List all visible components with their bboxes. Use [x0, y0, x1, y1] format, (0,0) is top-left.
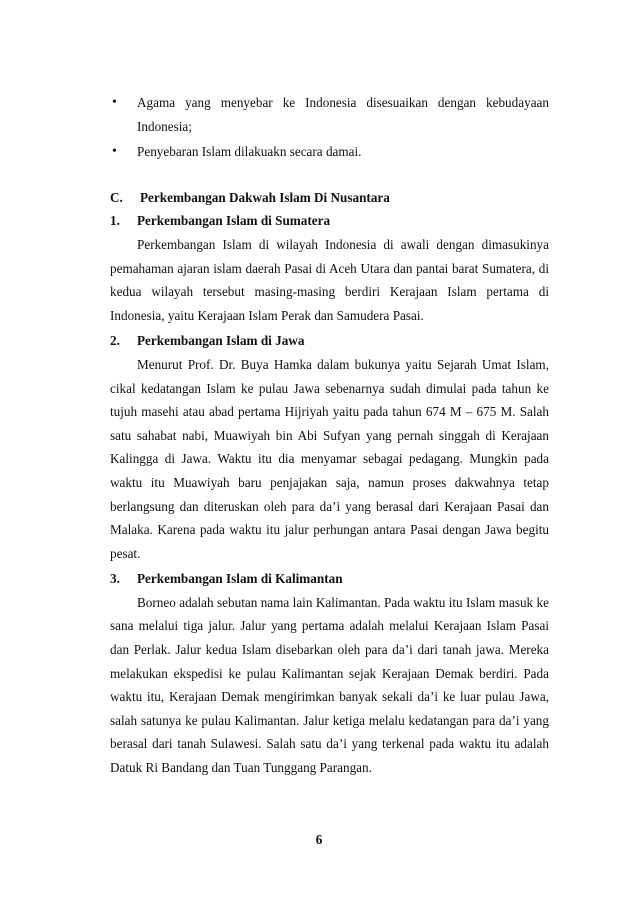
- subsection-number: 3.: [110, 571, 120, 587]
- page-number: 6: [315, 832, 323, 847]
- subsection-number: 2.: [110, 333, 120, 349]
- subsection-title: Perkembangan Islam di Sumatera: [137, 213, 331, 229]
- paragraph-sumatera: Perkembangan Islam di wilayah Indonesia di awali dengan dimasukinya pemahaman ajaran islam daerah Pasai di Aceh Utara dan pantai barat Sumatera, di kedua wilayah tersebut masing-masing berdiri Kerajaan Islam pertama di Indonesia, yaitu Kerajaan Islam Perak dan Samudera Pasai.: [110, 236, 549, 323]
- subsection-heading-jawa: [110, 329, 549, 353]
- subsection-number: 1.: [110, 213, 120, 229]
- paragraph-jawa: Menurut Prof. Dr. Buya Hamka dalam bukunya yaitu Sejarah Umat Islam, cikal kedatangan Islam ke pulau Jawa sebenarnya sudah dimulai pada tahun ke tujuh masehi atau abad pertama Hijriyah yaitu pada tahun 674 M – 675 M. Salah satu sahabat nabi, Muawiyah bin Abi Sufyan yang pernah singgah di Kerajaan Kalingga di Jawa. Waktu itu dia menyamar sebagai pedagang. Mungkin pada waktu itu Muawiyah baru penjajakan saja, namun proses dakwahnya tetap berlangsung dan diteruskan oleh para da’i yang berasal dari Kerajaan Pasai dan Malaka. Karena pada waktu itu jalur perhungan antara Pasai dengan Jawa begitu pesat.: [110, 356, 549, 561]
- subsection-title: Perkembangan Islam di Jawa: [137, 333, 305, 349]
- bullet-item: • Agama yang menyebar ke Indonesia disesuaikan dengan kebudayaan Indonesia;: [110, 91, 549, 138]
- subsection-heading-kalimantan: [110, 567, 549, 591]
- paragraph-kalimantan: Borneo adalah sebutan nama lain Kalimantan. Pada waktu itu Islam masuk ke sana melalui tiga jalur. Jalur yang pertama adalah melalui Kerajaan Islam Pasai dan Perlak. Jalur kedua Islam disebarkan oleh para da’i dari tanah jawa. Mereka melakukan ekspedisi ke pulau Kalimantan sejak Kerajaan Demak berdiri. Pada waktu itu, Kerajaan Demak mengirimkan banyak sekali da’i ke luar pulau Jawa, salah satunya ke pulau Kalimantan. Jalur ketiga melalu kedatangan para da’i yang berasal dari tanah Sulawesi. Salah satu da’i yang terkenal pada waktu itu adalah Datuk Ri Bandang dan Tuan Tunggang Parangan.: [110, 594, 549, 776]
- subsection-title: Perkembangan Islam di Kalimantan: [137, 571, 343, 587]
- subsection-heading-sumatera: [110, 209, 549, 233]
- section-title-text: Perkembangan Dakwah Islam Di Nusantara: [140, 189, 390, 205]
- bullet-list: [110, 91, 549, 164]
- bullet-item: • Penyebaran Islam dilakuakn secara damai.: [110, 140, 549, 164]
- section-heading: [110, 186, 549, 210]
- section-letter: C.: [110, 189, 123, 205]
